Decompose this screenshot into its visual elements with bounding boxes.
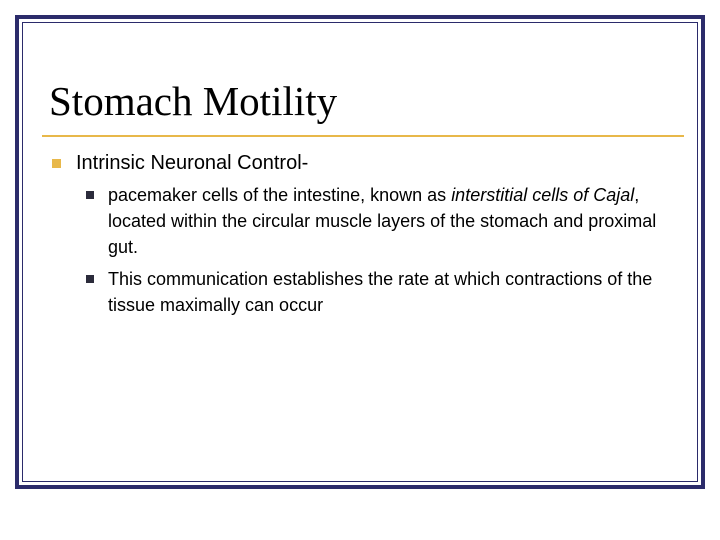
sub-point-text-italic: interstitial cells of Cajal [451, 185, 635, 205]
sub-bullet-item [108, 266, 678, 318]
sub-point-text-segment: pacemaker cells of the intestine, known as [108, 185, 452, 205]
sub-point-text-segment: , located within the circular muscle layers of the stomach and proximal gut. [108, 185, 657, 257]
square-bullet-icon [52, 159, 61, 168]
slide-body [50, 150, 680, 324]
sub-bullet-item [108, 182, 678, 260]
bullet-item-main [50, 150, 680, 176]
square-bullet-icon [86, 275, 94, 283]
sub-point-text-segment: This communication establishes the rate at which contractions of the tissue maximally can occur [108, 269, 653, 315]
slide-title: Stomach Motility [49, 78, 338, 124]
main-point-text: Intrinsic Neuronal Control- [76, 152, 309, 174]
sub-bullet-list [50, 182, 680, 318]
title-divider [42, 135, 684, 137]
square-bullet-icon [86, 191, 94, 199]
